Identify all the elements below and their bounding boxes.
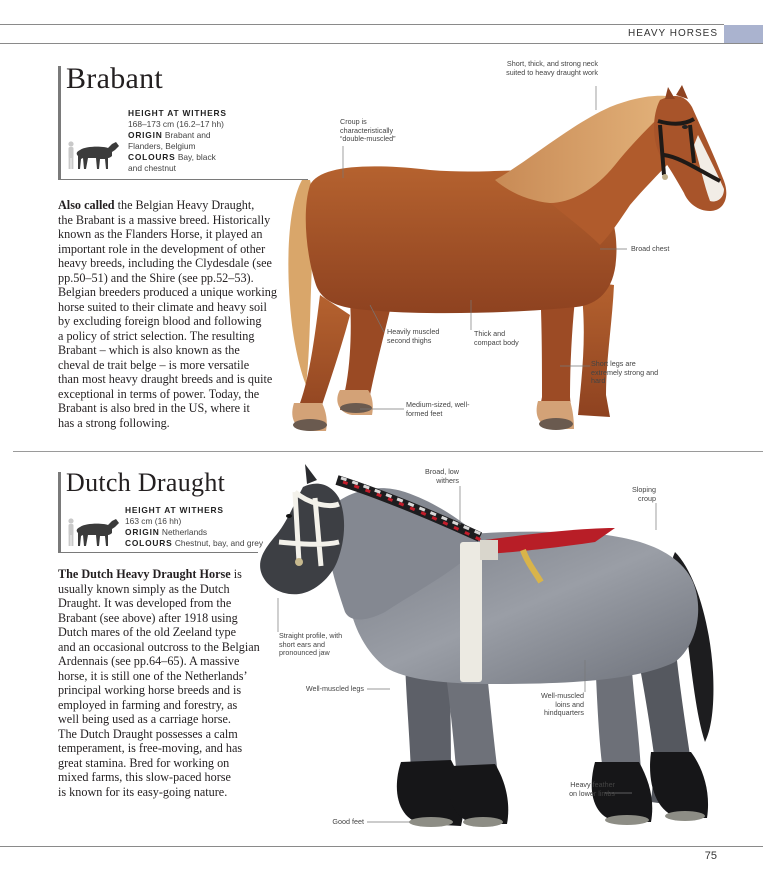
dutch-title-underline [58,552,258,553]
section-tab [724,25,763,43]
annotation-withers: Broad, low withers [425,467,459,485]
fact-colours: COLOURS Chestnut, bay, and grey [125,538,264,548]
fact-height-label: HEIGHT AT WITHERS [128,108,227,118]
annotation-feather: Heavy feather on lower limbs [569,780,615,798]
annotation-short-legs: Short legs are extremely strong and hard [591,359,659,386]
brabant-title: Brabant [66,62,164,95]
annotation-sloping-croup: Sloping croup [632,485,656,503]
annotation-straight-profile: Straight profile, with short ears and pronounced jaw [279,631,343,658]
annotation-second-thighs: Heavily muscled second thighs [387,327,440,345]
fact-height-label: HEIGHT AT WITHERS [125,505,224,515]
brabant-lead: Also called [58,198,115,212]
fact-origin-cont: Flanders, Belgium [128,141,196,151]
annotation-good-feet: Good feet [332,817,364,826]
brabant-body-text: Also called the Belgian Heavy Draught, the Brabant is a massive breed. Historically known as the Flanders Horse, it played an important role in the development of other heavy breeds, including the Clydesdale (see pp.50–51) and the Shire (see pp.52–53). Belgian breeders produced a unique working horse suited to their climate and heavy soil by excluding foreign blood and following a policy of strict selection. The resulting Brabant – which is also known as the cheval de trait belge – is more versatile than most heavy draught breeds and is quite exceptional in terms of power. Today, the Brabant is also bred in the US, where it has a strong following. [58,198,277,430]
header-rule-lower [0,43,763,44]
brabant-title-underline [58,179,308,180]
annotation-legs: Well-muscled legs [305,684,364,693]
annotation-broad-chest: Broad chest [631,244,670,253]
dutch-size-silhouette-icon [64,515,122,549]
fact-colours-cont: and chestnut [128,163,176,173]
header-rule [0,24,724,25]
annotation-neck: Short, thick, and strong neck suited to heavy draught work [506,59,598,77]
fact-colours: COLOURS Bay, black [128,152,216,162]
dutch-lead: The Dutch Heavy Draught Horse [58,567,231,581]
section-divider [13,451,763,452]
brabant-size-silhouette-icon [64,138,122,172]
fact-origin: ORIGIN Netherlands [125,527,208,537]
annotation-croup: Croup is characteristically “double-muscled” [340,117,396,144]
dutch-body-text: The Dutch Heavy Draught Horse is usually known simply as the Dutch Draught. It was developed from the Brabant (see above) after 1918 using Dutch mares of the old Zeeland type and an occasional outcross to the Belgian Ardennais (see pp.64–65). A massive horse, it is still one of the Netherlands’ principal working horse breeds and is employed in farming and forestry, as well being used as a carriage horse. The Dutch Draught possesses a calm temperament, is free-moving, and has great stamina. Bred for working on mixed farms, this slow-paced horse is known for its easy-going nature. [58,567,260,799]
dutch-title: Dutch Draught [66,468,226,497]
fact-height-value: 168–173 cm (16.2–17 hh) [128,119,224,129]
annotation-thick-body: Thick and compact body [474,329,519,347]
dutch-title-bar [58,472,61,552]
fact-height-value: 163 cm (16 hh) [125,516,182,526]
footer-rule [0,846,763,847]
brabant-title-bar [58,66,61,179]
section-heading: HEAVY HORSES [628,28,718,39]
fact-origin: ORIGIN Brabant and [128,130,211,140]
brabant-facts [128,108,238,174]
page-number: 75 [704,850,717,862]
annotation-loins: Well-muscled loins and hindquarters [540,691,584,718]
annotation-feet: Medium-sized, well-formed feet [406,400,470,418]
